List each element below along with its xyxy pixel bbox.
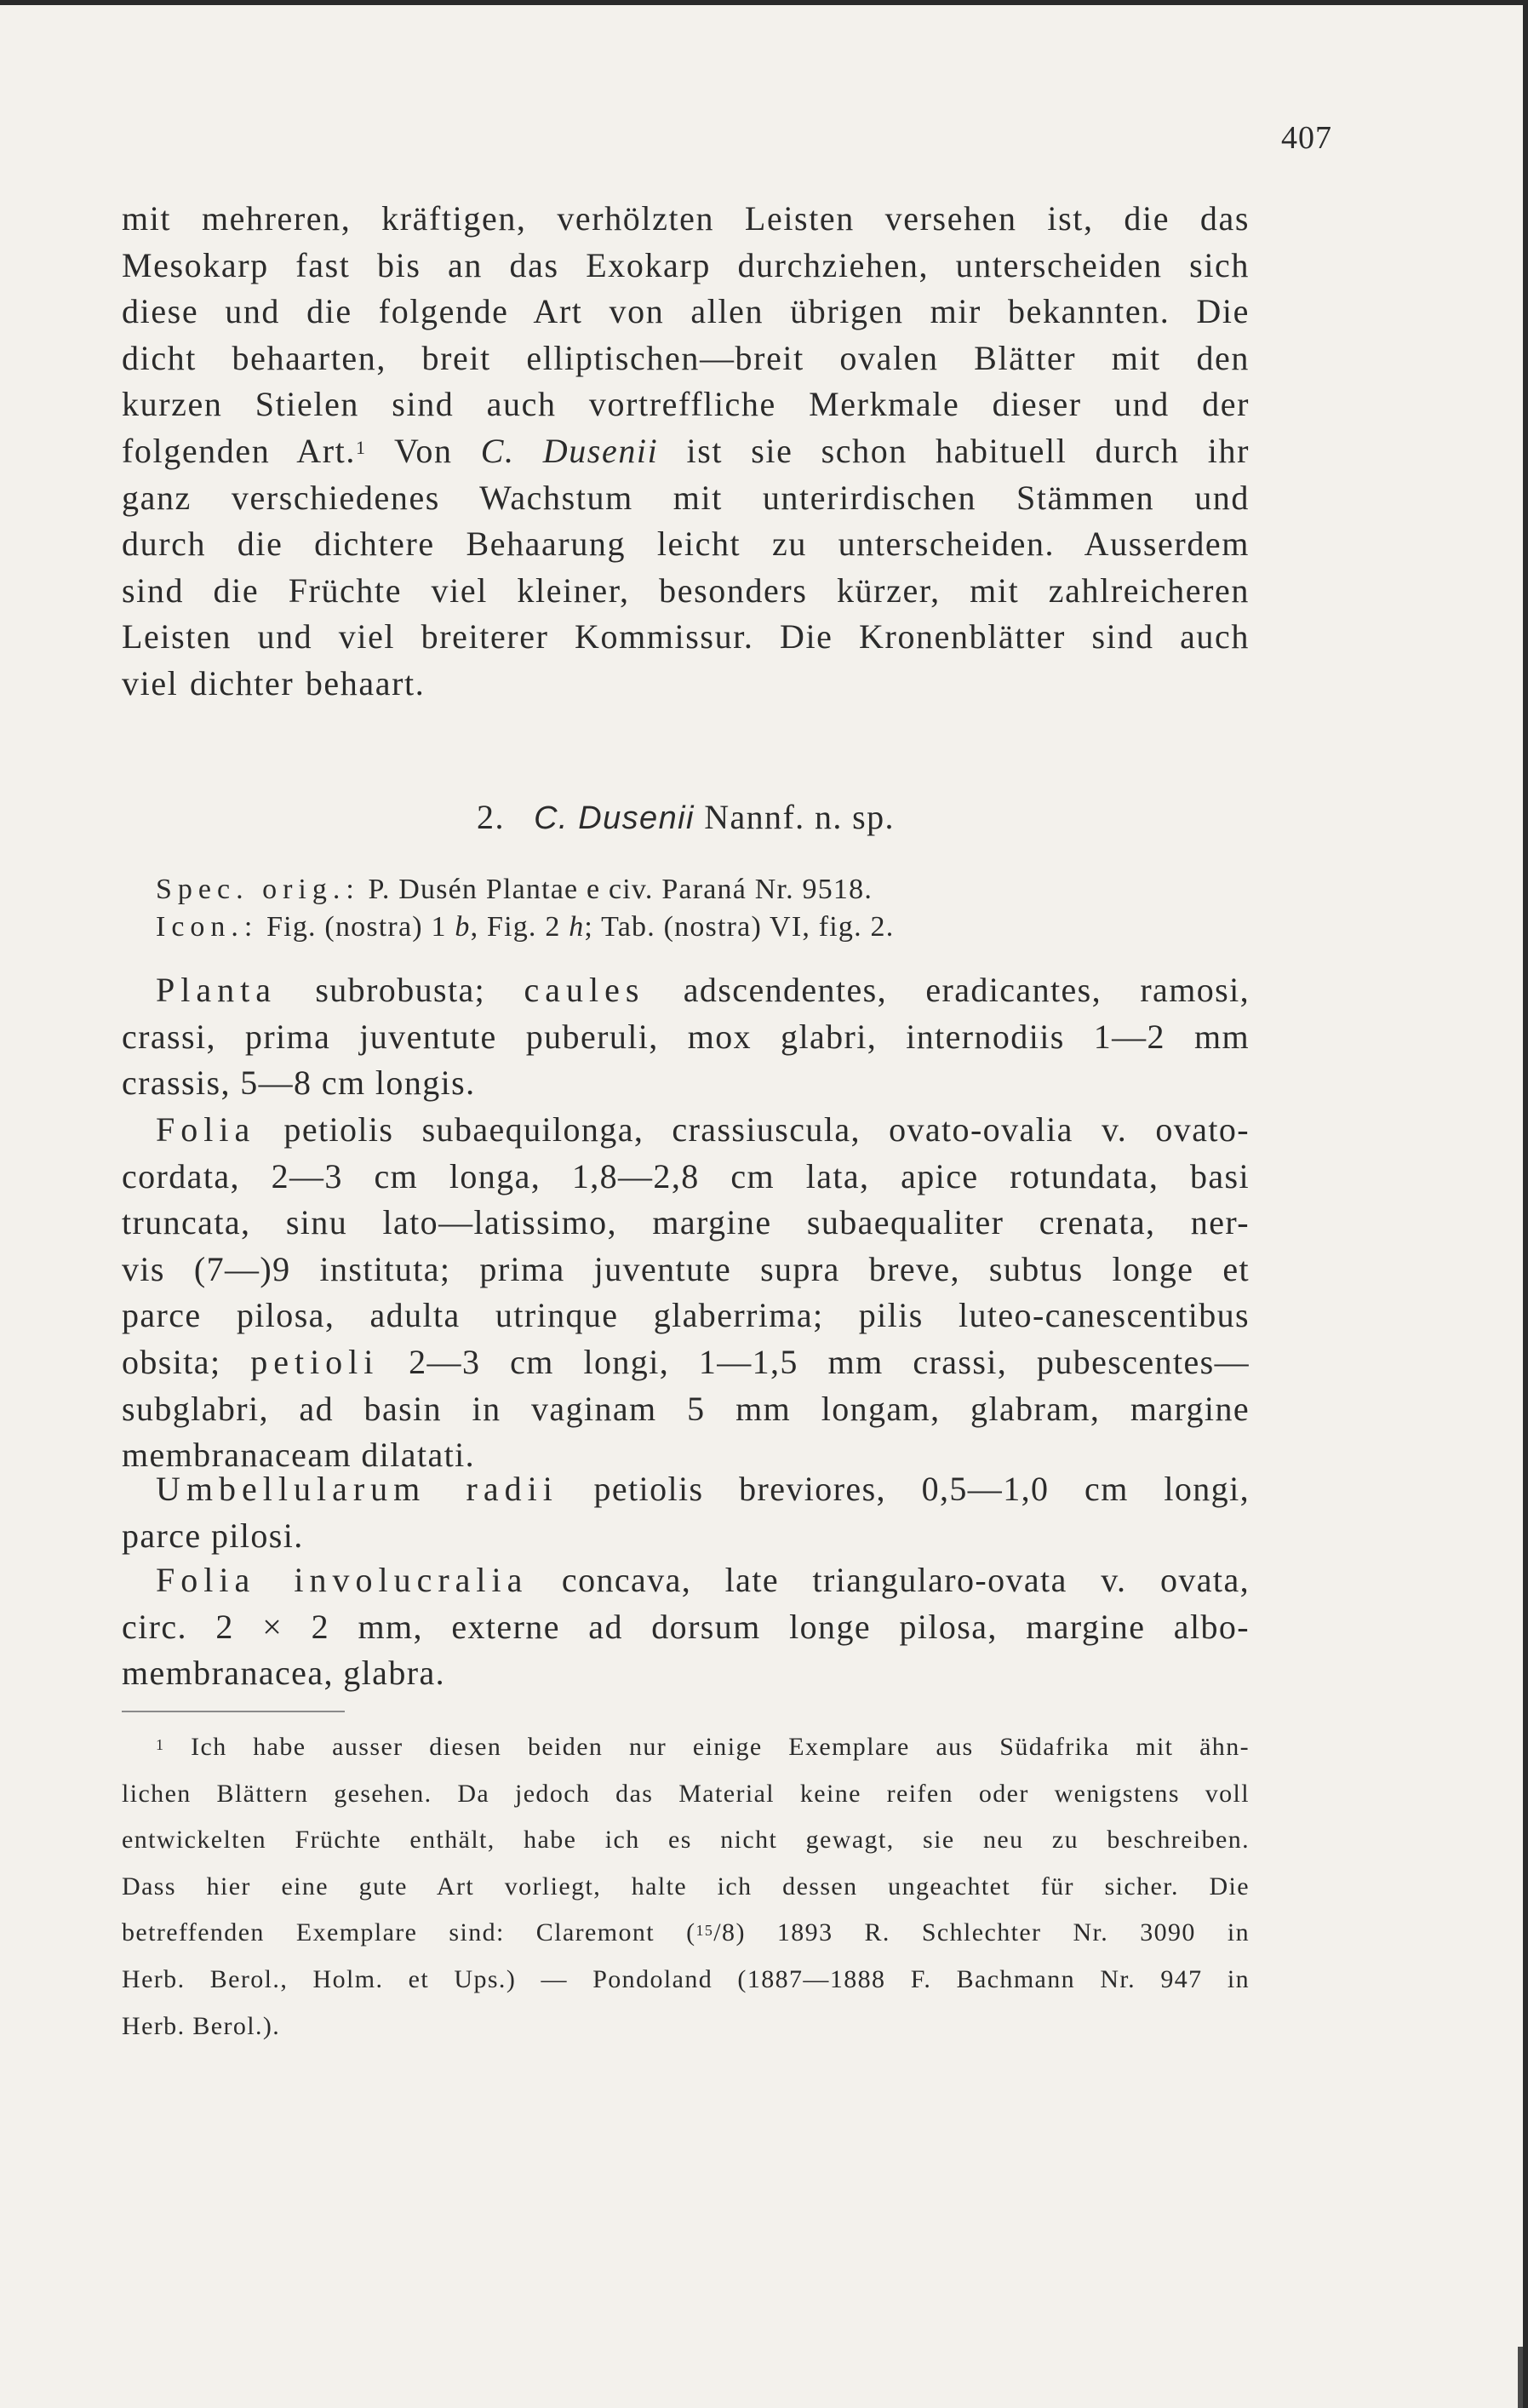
- text-segment: petiolis subaequilonga, crassiuscula, ovato-ovalia v. ovato-: [255, 1110, 1250, 1149]
- text-line: [122, 1339, 1250, 1386]
- line-start: folgenden Art.: [122, 431, 356, 470]
- text-segment: adscendentes, eradicantes, ramosi,: [644, 971, 1250, 1009]
- planta-description: [122, 967, 1250, 1107]
- spec-orig-label: Spec. orig.:: [156, 874, 360, 905]
- text-segment: betreffenden Exemplare sind: Claremont (: [122, 1918, 696, 1947]
- icon-line: [156, 911, 894, 943]
- text-line: truncata, sinu lato—latissimo, margine subaequaliter crenata, ner-: [122, 1203, 1250, 1242]
- species-number: 2.: [477, 798, 505, 836]
- footnote-line: [122, 1730, 1250, 1777]
- text-line: circ. 2 × 2 mm, externe ad dorsum longe pilosa, margine albo-: [122, 1607, 1250, 1646]
- text-line: [122, 1557, 1250, 1604]
- text-line: ganz verschiedenes Wachstum mit unterirdischen Stämmen und: [122, 478, 1250, 517]
- date-fraction-denominator: /8: [713, 1918, 736, 1947]
- intro-paragraph: [122, 196, 1250, 708]
- involucralia-description: [122, 1557, 1250, 1697]
- page-number: 407: [1281, 120, 1332, 156]
- text-line: vis (7—)9 instituta; prima juventute supra breve, subtus longe et: [122, 1249, 1250, 1288]
- text-line: Mesokarp fast bis an das Exokarp durchziehen, unterscheiden sich: [122, 245, 1250, 284]
- icon-text-post: ; Tab. (nostra) VI, fig. 2.: [584, 911, 895, 943]
- text-line: parce pilosi.: [122, 1516, 304, 1555]
- text-segment: concava, late triangularo-ovata v. ovata,: [528, 1561, 1250, 1599]
- term-petioli: petioli: [250, 1342, 380, 1381]
- species-genus: C.: [534, 800, 569, 836]
- term-folia-involucralia: Folia involucralia: [156, 1561, 529, 1599]
- footnote-marker: 1: [156, 1736, 165, 1753]
- footnote-line: entwickelten Früchte enthält, habe ich es nicht gewagt, sie neu zu beschreiben.: [122, 1826, 1250, 1855]
- document-page: [0, 5, 1523, 2408]
- text-line: kurzen Stielen sind auch vortreffliche Merkmale dieser und der: [122, 385, 1250, 424]
- text-line: durch die dichtere Behaarung leicht zu unterscheiden. Ausserdem: [122, 525, 1250, 564]
- footnote-line: Herb. Berol., Holm. et Ups.) — Pondoland (1887—1888 F. Bachmann Nr. 947 in: [122, 1964, 1250, 1993]
- term-planta: Planta: [156, 971, 277, 1009]
- scan-edge-mark: [1518, 2347, 1523, 2408]
- text-segment: obsita;: [122, 1342, 251, 1381]
- term-caules: caules: [524, 971, 645, 1009]
- text-segment: petiolis breviores, 0,5—1,0 cm longi,: [558, 1470, 1250, 1508]
- term-umbellularum: Umbellularum radii: [156, 1470, 558, 1508]
- text-line: viel dichter behaart.: [122, 663, 426, 702]
- text-line: [122, 967, 1250, 1014]
- line-tail-pre: Von: [366, 431, 481, 470]
- text-line: [122, 1466, 1250, 1513]
- text-line: membranaceam dilatati.: [122, 1436, 476, 1475]
- text-line: cordata, 2—3 cm longa, 1,8—2,8 cm lata, apice rotundata, basi: [122, 1156, 1250, 1195]
- text-segment: Ich habe ausser diesen beiden nur einige Exemplare aus Südafrika mit ähn-: [191, 1733, 1250, 1761]
- icon-text-pre: Fig. (nostra) 1: [266, 911, 455, 943]
- text-line-with-footnote-ref: [122, 428, 1250, 475]
- icon-italic-2: h: [569, 911, 585, 943]
- text-segment: subrobusta;: [276, 971, 524, 1009]
- text-segment: 2—3 cm longi, 1—1,5 mm crassi, pubescentes—: [379, 1342, 1250, 1381]
- line-tail-post: ist sie schon habituell durch ihr: [658, 431, 1250, 470]
- icon-italic-1: b: [455, 911, 471, 943]
- footnote-line: betreffenden Exemplare sind: Claremont ($^{15}$/8) 1893 R. Schlechter Nr. 3090 in: [122, 1918, 1250, 1947]
- species-epithet: Dusenii: [578, 800, 695, 836]
- icon-text-mid: , Fig. 2: [470, 911, 569, 943]
- umbellularum-description: [122, 1466, 1250, 1559]
- species-name-italic: C. Dusenii: [480, 431, 659, 470]
- text-line: crassi, prima juventute puberuli, mox glabri, internodiis 1—2 mm: [122, 1017, 1250, 1056]
- footnote-line: Herb. Berol.).: [122, 2011, 281, 2040]
- text-line: Leisten und viel breiterer Kommissur. Die Kronenblätter sind auch: [122, 617, 1250, 656]
- footnote-divider: [122, 1711, 345, 1712]
- icon-label: Icon.:: [156, 911, 259, 943]
- text-line: diese und die folgende Art von allen übrigen mir bekannten. Die: [122, 292, 1250, 331]
- term-folia: Folia: [156, 1110, 256, 1149]
- text-line: membranacea, glabra.: [122, 1654, 446, 1693]
- date-fraction-numerator: 15: [695, 1922, 714, 1940]
- text-line: subglabri, ad basin in vaginam 5 mm longam, glabram, margine: [122, 1389, 1250, 1428]
- spec-orig-line: [156, 874, 873, 906]
- species-heading: [122, 797, 1250, 837]
- text-line: sind die Früchte viel kleiner, besonders kürzer, mit zahlreicheren: [122, 570, 1250, 610]
- footnote-ref: 1: [356, 436, 367, 458]
- spec-orig-text: P. Dusén Plantae e civ. Paraná Nr. 9518.: [368, 874, 873, 905]
- text-line: crassis, 5—8 cm longis.: [122, 1064, 476, 1103]
- footnote-line: Dass hier eine gute Art vorliegt, halte ich dessen ungeachtet für sicher. Die: [122, 1872, 1250, 1901]
- text-line: parce pilosa, adulta utrinque glaberrima; pilis luteo-canescentibus: [122, 1296, 1250, 1335]
- text-line: [122, 1107, 1250, 1154]
- footnote-line: lichen Blättern gesehen. Da jedoch das Material keine reifen oder wenigstens voll: [122, 1779, 1250, 1808]
- footnote: [122, 1730, 1250, 2055]
- text-line: mit mehreren, kräftigen, verhölzten Leisten versehen ist, die das: [122, 199, 1250, 238]
- text-segment: 1893 R. Schlechter Nr. 3090 in: [745, 1918, 1250, 1947]
- text-line: dicht behaarten, breit elliptischen—breit ovalen Blätter mit den: [122, 338, 1250, 377]
- folia-description: [122, 1107, 1250, 1479]
- species-author: Nannf. n. sp.: [704, 798, 895, 836]
